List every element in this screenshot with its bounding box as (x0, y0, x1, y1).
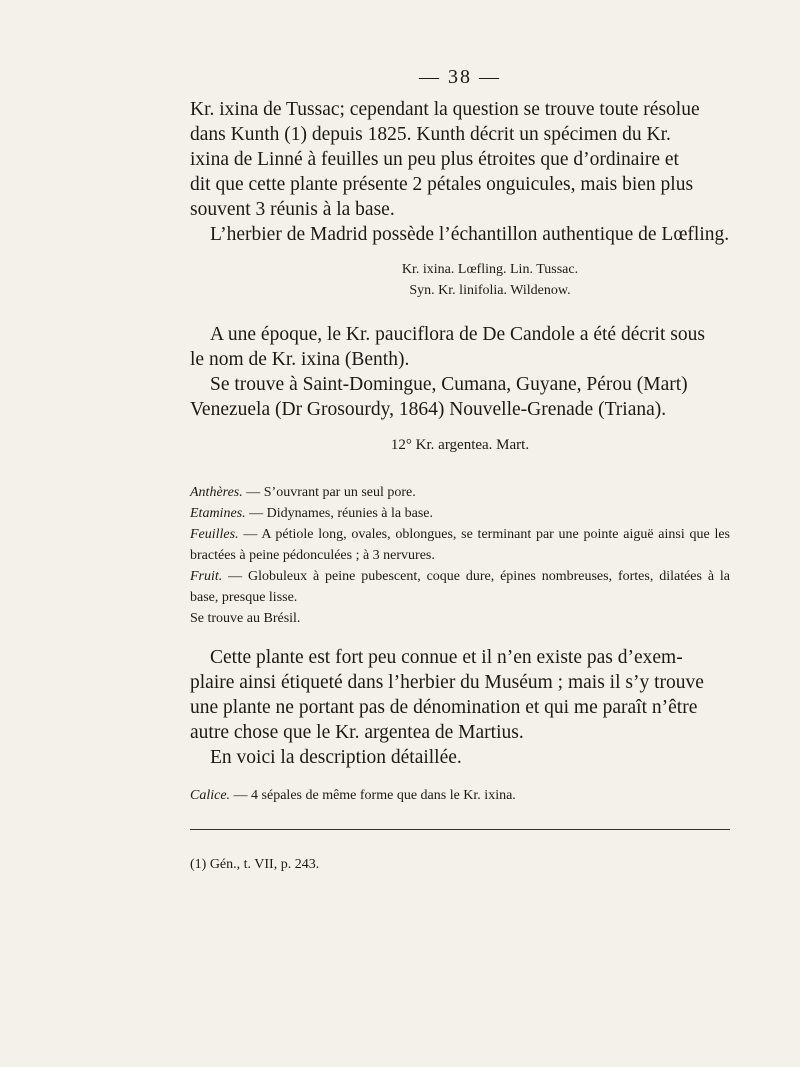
description-text: — A pétiole long, ovales, oblongues, se terminant par une pointe aiguë ainsi que les bractées à peine pédonculées ; à 3 nervures. (190, 527, 730, 563)
text-line: Se trouve à Saint-Domingue, Cumana, Guyane, Pérou (Mart) (210, 374, 688, 395)
description-text: — S’ouvrant par un seul pore. (242, 485, 416, 500)
paragraph-pauciflora (190, 322, 730, 422)
calice-label: Calice. (190, 788, 231, 803)
description-fruit (190, 566, 730, 608)
description-etamines (190, 503, 730, 524)
synonymy-line: Syn. Kr. linifolia. Wildenow. (409, 283, 571, 298)
calice-text: — 4 sépales de même forme que dans le Kr. ixina. (230, 788, 516, 803)
footnote: (1) Gén., t. VII, p. 243. (190, 857, 320, 872)
text-line: autre chose que le Kr. argentea de Martius. (190, 722, 524, 743)
description-antheres (190, 482, 730, 503)
paragraph-kr-ixina (190, 97, 730, 247)
species-description (190, 482, 730, 629)
page-number: — 38 — (419, 66, 501, 88)
text-line: plaire ainsi étiqueté dans l’herbier du Muséum ; mais il s’y trouve (190, 672, 704, 693)
description-label: Anthères. (190, 485, 243, 500)
text-line: dans Kunth (1) depuis 1825. Kunth décrit un spécimen du Kr. (190, 124, 671, 145)
text-line: Venezuela (Dr Grosourdy, 1864) Nouvelle-Grenade (Triana). (190, 399, 667, 420)
text-line: une plante ne portant pas de dénomination et qui me paraît n’être (190, 697, 698, 718)
footnote-rule (190, 829, 730, 830)
synonymy-line: Kr. ixina. Lœfling. Lin. Tussac. (401, 262, 579, 277)
description-label: Fruit. (190, 569, 223, 584)
text-line: dit que cette plante présente 2 pétales onguicules, mais bien plus (190, 174, 694, 195)
text-line: le nom de Kr. ixina (Benth). (190, 349, 410, 370)
text-line: ixina de Linné à feuilles un peu plus étroites que d’ordinaire et (190, 149, 679, 170)
description-label: Feuilles. (190, 527, 239, 542)
text-line: souvent 3 réunis à la base. (190, 199, 395, 220)
species-heading: 12° Kr. argentea. Mart. (390, 437, 530, 453)
calice-description (190, 785, 730, 806)
description-habitat: Se trouve au Brésil. (190, 611, 301, 626)
description-label: Etamines. (190, 506, 246, 521)
text-line: L’herbier de Madrid possède l’échantillon authentique de Lœfling. (210, 224, 730, 245)
description-feuilles (190, 524, 730, 566)
text-line: Cette plante est fort peu connue et il n’en existe pas d’exem- (210, 647, 683, 668)
text-line: Kr. ixina de Tussac; cependant la question se trouve toute résolue (190, 99, 700, 120)
paragraph-argentea (190, 645, 730, 770)
text-line: En voici la description détaillée. (210, 747, 462, 768)
description-text: — Didynames, réunies à la base. (245, 506, 433, 521)
description-text: — Globuleux à peine pubescent, coque dure, épines nombreuses, fortes, dilatées à la base, presque lisse. (190, 569, 730, 605)
text-line: A une époque, le Kr. pauciflora de De Candole a été décrit sous (210, 324, 705, 345)
synonymy-block (190, 259, 790, 301)
